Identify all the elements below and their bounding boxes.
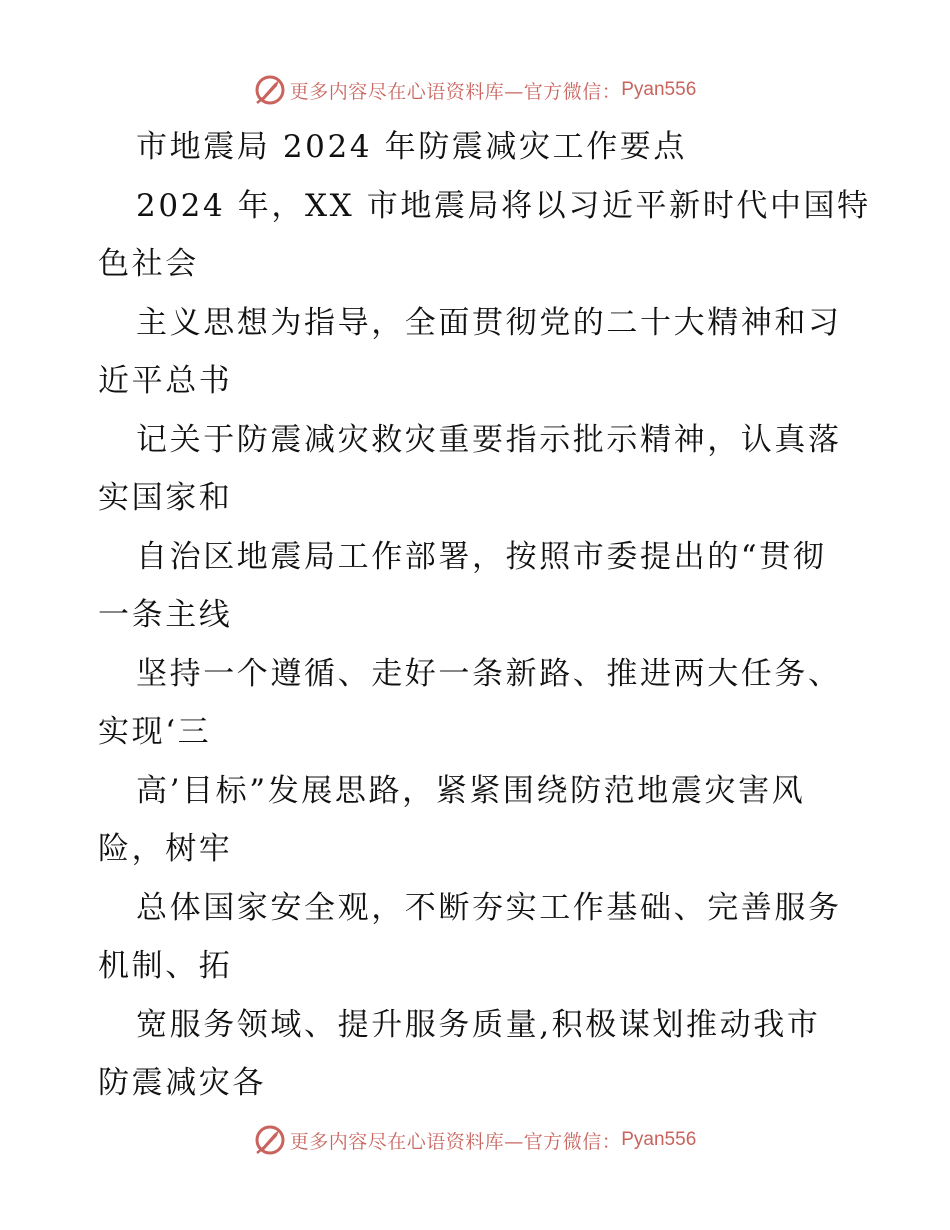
text-line: 防震减灾各 — [98, 1065, 266, 1101]
text-line: 色社会 — [98, 246, 199, 282]
text-line: 实现‘三 — [98, 714, 212, 750]
text-line: 总体国家安全观，不断夯实工作基础、完善服务 — [136, 889, 842, 926]
document-lines — [98, 177, 871, 1113]
text-line: 自治区地震局工作部署，按照市委提出的“贯彻 — [136, 538, 827, 575]
footer-banner-wechat: Pyan556 — [621, 1129, 697, 1150]
text-line: 险，树牢 — [98, 831, 233, 867]
footer-banner — [0, 1120, 950, 1160]
text-line: 一条主线 — [98, 597, 233, 633]
text-line: 高’目标”发展思路，紧紧围绕防范地震灾害风 — [136, 772, 806, 809]
quill-pen-circle-icon — [254, 1124, 286, 1156]
text-line: 记关于防震减灾救灾重要指示批示精神，认真落 — [136, 421, 842, 458]
header-banner-wechat: Pyan556 — [621, 79, 697, 100]
text-line: 近平总书 — [98, 363, 233, 399]
document-body — [98, 118, 871, 1113]
header-banner-text: 更多内容尽在心语资料库—官方微信： — [289, 80, 622, 103]
text-line: 主义思想为指导，全面贯彻党的二十大精神和习 — [136, 304, 842, 341]
quill-pen-circle-icon — [254, 74, 286, 106]
text-line: 宽服务领域、提升服务质量,积极谋划推动我市 — [136, 1006, 821, 1043]
text-line: 坚持一个遵循、走好一条新路、推进两大任务、 — [136, 655, 842, 692]
text-line: 机制、拓 — [98, 948, 233, 984]
header-banner — [0, 70, 950, 110]
document-title: 市地震局 2024 年防震减灾工作要点 — [136, 129, 687, 165]
text-line: 2024 年，XX 市地震局将以习近平新时代中国特 — [136, 187, 871, 224]
footer-banner-text: 更多内容尽在心语资料库—官方微信： — [289, 1130, 622, 1153]
text-line: 实国家和 — [98, 480, 233, 516]
